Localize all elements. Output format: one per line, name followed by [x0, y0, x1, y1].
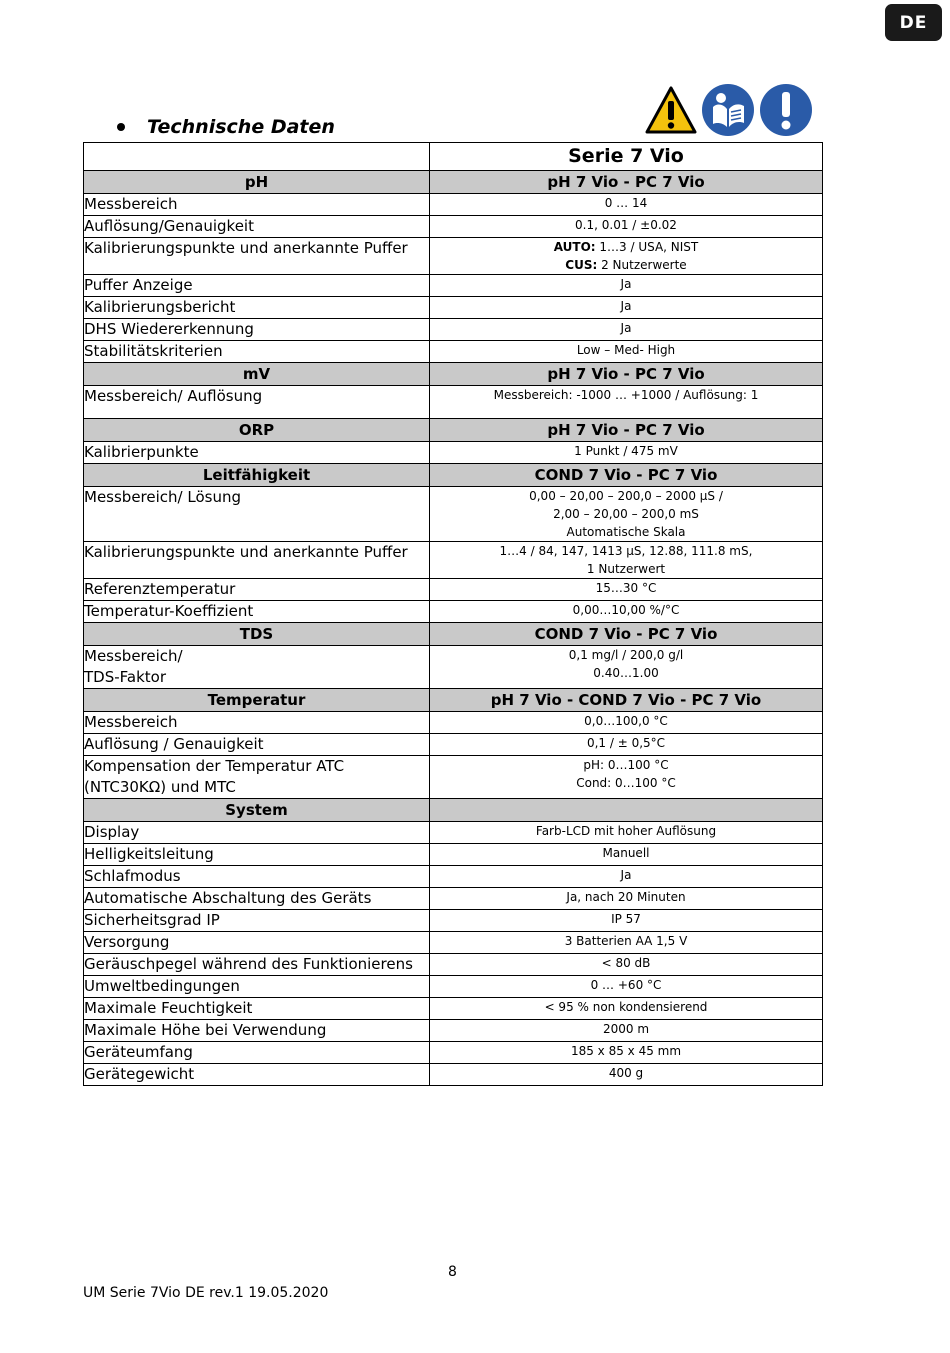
- spec-value-key: AUTO:: [553, 240, 596, 254]
- spec-value-cell: [430, 297, 823, 319]
- spec-label: Umweltbedingungen: [84, 977, 240, 995]
- section-models-cell: COND 7 Vio - PC 7 Vio: [430, 623, 823, 646]
- spec-value-cell: [430, 275, 823, 297]
- spec-label: Versorgung: [84, 933, 170, 951]
- spec-value: pH: 0…100 °C: [583, 758, 669, 772]
- spec-value-cell: [430, 1020, 823, 1042]
- table-row: [84, 297, 823, 319]
- spec-label: Auflösung/Genauigkeit: [84, 217, 254, 235]
- spec-value-cell: [430, 910, 823, 932]
- spec-value-key: CUS:: [565, 258, 598, 272]
- table-row: [84, 579, 823, 601]
- spec-value-cell: [430, 844, 823, 866]
- spec-value: Ja, nach 20 Minuten: [566, 890, 686, 904]
- table-row: [84, 194, 823, 216]
- spec-value: Ja: [620, 299, 632, 313]
- section-header-row: [84, 419, 823, 442]
- section-header-row: [84, 171, 823, 194]
- table-row: [84, 932, 823, 954]
- spec-value-cell: [430, 888, 823, 910]
- spec-label-cell: [84, 487, 430, 542]
- spec-value: 0,0…100,0 °C: [584, 714, 668, 728]
- spec-label: (NTC30KΩ) und MTC: [84, 778, 236, 796]
- spec-label-cell: [84, 297, 430, 319]
- table-row: [84, 910, 823, 932]
- table-row: [84, 1020, 823, 1042]
- spec-label: Messbereich/ Auflösung: [84, 387, 263, 405]
- table-row: [84, 386, 823, 419]
- section-models-cell: COND 7 Vio - PC 7 Vio: [430, 464, 823, 487]
- spec-label: Kalibrierpunkte: [84, 443, 199, 461]
- table-row: [84, 998, 823, 1020]
- spec-label: Maximale Höhe bei Verwendung: [84, 1021, 327, 1039]
- spec-value-cell: [430, 487, 823, 542]
- spec-value-cell: [430, 341, 823, 363]
- spec-value: 0,00 – 20,00 – 200,0 – 2000 µS /: [529, 489, 723, 503]
- spec-label: Kalibrierungspunkte und anerkannte Puffer: [84, 239, 408, 257]
- spec-label: Geräteumfang: [84, 1043, 193, 1061]
- spec-label: Gerätegewicht: [84, 1065, 195, 1083]
- table-row: [84, 542, 823, 579]
- spec-label-cell: [84, 341, 430, 363]
- section-title-cell: pH: [84, 171, 430, 194]
- spec-label-cell: [84, 442, 430, 464]
- spec-value: 0 … 14: [604, 196, 648, 210]
- read-manual-icon: [701, 83, 755, 137]
- section-title-cell: ORP: [84, 419, 430, 442]
- section-heading: [117, 116, 335, 138]
- spec-label-cell: [84, 1042, 430, 1064]
- spec-value: Ja: [620, 321, 632, 335]
- spec-label: Temperatur-Koeffizient: [84, 602, 254, 620]
- spec-value: 0,1 mg/l / 200,0 g/l: [568, 648, 684, 662]
- section-header-row: [84, 689, 823, 712]
- spec-label: Geräuschpegel während des Funktionierens: [84, 955, 413, 973]
- table-row: [84, 487, 823, 542]
- spec-label: Display: [84, 823, 140, 841]
- spec-value-cell: [430, 932, 823, 954]
- table-row: [84, 822, 823, 844]
- spec-value: Manuell: [602, 846, 650, 860]
- table-row: [84, 1064, 823, 1086]
- spec-value-cell: [430, 542, 823, 579]
- spec-value-cell: [430, 646, 823, 689]
- spec-label: Kompensation der Temperatur ATC: [84, 757, 345, 775]
- spec-label: Maximale Feuchtigkeit: [84, 999, 253, 1017]
- section-title-cell: mV: [84, 363, 430, 386]
- spec-value: [430, 256, 822, 274]
- spec-label-cell: [84, 998, 430, 1020]
- spec-label: Messbereich: [84, 713, 178, 731]
- spec-label-cell: [84, 910, 430, 932]
- section-title: Technische Daten: [147, 116, 335, 138]
- spec-value: < 95 % non kondensierend: [544, 1000, 708, 1014]
- spec-value: 2,00 – 20,00 – 200,0 mS: [553, 507, 699, 521]
- mandatory-action-icon: [759, 83, 813, 137]
- spec-value: Ja: [620, 868, 632, 882]
- spec-label: Helligkeitsleitung: [84, 845, 214, 863]
- table-row: [84, 341, 823, 363]
- spec-label-cell: [84, 932, 430, 954]
- section-header-row: [84, 623, 823, 646]
- bullet-icon: [117, 123, 125, 131]
- spec-value: 1…4 / 84, 147, 1413 µS, 12.88, 111.8 mS,: [499, 544, 753, 558]
- section-models-cell: pH 7 Vio - COND 7 Vio - PC 7 Vio: [430, 689, 823, 712]
- table-row: [84, 866, 823, 888]
- section-models-cell: pH 7 Vio - PC 7 Vio: [430, 363, 823, 386]
- table-row: [84, 238, 823, 275]
- spec-value: Messbereich: -1000 … +1000 / Auflösung: 1: [493, 388, 759, 402]
- spec-value-cell: [430, 579, 823, 601]
- series-title: Serie 7 Vio: [430, 143, 823, 171]
- spec-value-cell: [430, 319, 823, 341]
- spec-value-cell: [430, 386, 823, 419]
- section-header-row: [84, 799, 823, 822]
- spec-value: Cond: 0…100 °C: [576, 776, 676, 790]
- warning-icon: [645, 85, 697, 135]
- section-title-cell: Leitfähigkeit: [84, 464, 430, 487]
- spec-value-cell: [430, 866, 823, 888]
- spec-label-cell: [84, 579, 430, 601]
- spec-value-cell: [430, 976, 823, 998]
- table-row: [84, 888, 823, 910]
- spec-value-cell: [430, 998, 823, 1020]
- spec-label: Messbereich: [84, 195, 178, 213]
- spec-value: 185 x 85 x 45 mm: [570, 1044, 682, 1058]
- spec-label-cell: [84, 542, 430, 579]
- spec-label-cell: [84, 822, 430, 844]
- table-row: [84, 646, 823, 689]
- spec-label-cell: [84, 386, 430, 419]
- table-row: [84, 216, 823, 238]
- table-row: [84, 601, 823, 623]
- spec-label: TDS-Faktor: [84, 668, 167, 686]
- spec-label-cell: [84, 844, 430, 866]
- spec-value: Automatische Skala: [566, 525, 686, 539]
- technical-data-table: [83, 142, 823, 1086]
- table-row: [84, 734, 823, 756]
- section-title-cell: TDS: [84, 623, 430, 646]
- spec-label: Auflösung / Genauigkeit: [84, 735, 264, 753]
- spec-value: Low – Med- High: [576, 343, 676, 357]
- spec-label-cell: [84, 1064, 430, 1086]
- table-row: [84, 756, 823, 799]
- page-number: 8: [448, 1264, 457, 1280]
- spec-value: 2000 m: [602, 1022, 650, 1036]
- spec-value: 0.1, 0.01 / ±0.02: [575, 218, 677, 232]
- section-header-row: [84, 464, 823, 487]
- spec-label-cell: [84, 601, 430, 623]
- spec-value-text: 1…3 / USA, NIST: [595, 240, 699, 254]
- spec-value: Ja: [620, 277, 632, 291]
- spec-label-cell: [84, 734, 430, 756]
- spec-value-cell: [430, 954, 823, 976]
- spec-value-cell: [430, 756, 823, 799]
- spec-value-cell: [430, 1042, 823, 1064]
- footer-text: UM Serie 7Vio DE rev.1 19.05.2020: [83, 1285, 329, 1301]
- table-row: [84, 442, 823, 464]
- spec-value: Farb-LCD mit hoher Auflösung: [535, 824, 717, 838]
- table-row: [84, 844, 823, 866]
- section-models-cell: pH 7 Vio - PC 7 Vio: [430, 419, 823, 442]
- spec-label: DHS Wiedererkennung: [84, 320, 254, 338]
- spec-label-cell: [84, 866, 430, 888]
- spec-label: Stabilitätskriterien: [84, 342, 223, 360]
- spec-value-cell: [430, 822, 823, 844]
- spec-label-cell: [84, 238, 430, 275]
- spec-label: Automatische Abschaltung des Geräts: [84, 889, 372, 907]
- spec-label: Schlafmodus: [84, 867, 181, 885]
- table-row: [84, 954, 823, 976]
- language-badge: DE: [885, 4, 942, 41]
- section-title-cell: Temperatur: [84, 689, 430, 712]
- spec-label-cell: [84, 194, 430, 216]
- section-models-cell: [430, 799, 823, 822]
- spec-value: 0.40…1.00: [593, 666, 659, 680]
- header-empty-cell: [84, 143, 430, 171]
- spec-label: Referenztemperatur: [84, 580, 236, 598]
- spec-value-cell: [430, 734, 823, 756]
- spec-label-cell: [84, 319, 430, 341]
- spec-value-cell: [430, 601, 823, 623]
- spec-value: 3 Batterien AA 1,5 V: [564, 934, 688, 948]
- spec-label-cell: [84, 954, 430, 976]
- spec-value: 0,00…10,00 %/°C: [572, 603, 680, 617]
- spec-value-cell: [430, 216, 823, 238]
- spec-label: Sicherheitsgrad IP: [84, 911, 220, 929]
- spec-label-cell: [84, 646, 430, 689]
- spec-value-text: 2 Nutzerwerte: [597, 258, 687, 272]
- spec-value-cell: [430, 442, 823, 464]
- table-header-row: [84, 143, 823, 171]
- spec-label-cell: [84, 888, 430, 910]
- spec-label-cell: [84, 275, 430, 297]
- spec-value: 400 g: [608, 1066, 644, 1080]
- spec-value: 1 Nutzerwert: [586, 562, 666, 576]
- spec-label: Kalibrierungspunkte und anerkannte Puffer: [84, 543, 408, 561]
- table-row: [84, 976, 823, 998]
- spec-value: 1 Punkt / 475 mV: [574, 444, 678, 458]
- table-row: [84, 319, 823, 341]
- spec-value-cell: [430, 194, 823, 216]
- section-title-cell: System: [84, 799, 430, 822]
- spec-value: [430, 238, 822, 256]
- spec-label-cell: [84, 1020, 430, 1042]
- spec-label-cell: [84, 756, 430, 799]
- spec-value-cell: [430, 1064, 823, 1086]
- table-row: [84, 712, 823, 734]
- spec-value: 0,1 / ± 0,5°C: [586, 736, 666, 750]
- spec-value-cell: [430, 238, 823, 275]
- section-header-row: [84, 363, 823, 386]
- spec-value: IP 57: [611, 912, 641, 926]
- spec-label-cell: [84, 712, 430, 734]
- spec-label: Messbereich/: [84, 647, 183, 665]
- safety-icons: [645, 82, 813, 138]
- table-row: [84, 1042, 823, 1064]
- spec-label-cell: [84, 976, 430, 998]
- spec-label: Messbereich/ Lösung: [84, 488, 241, 506]
- spec-label-cell: [84, 216, 430, 238]
- section-models-cell: pH 7 Vio - PC 7 Vio: [430, 171, 823, 194]
- spec-value: < 80 dB: [601, 956, 651, 970]
- spec-label: Kalibrierungsbericht: [84, 298, 236, 316]
- spec-value: 0 … +60 °C: [590, 978, 662, 992]
- table-row: [84, 275, 823, 297]
- spec-value-cell: [430, 712, 823, 734]
- spec-label: Puffer Anzeige: [84, 276, 193, 294]
- spec-value: 15…30 °C: [595, 581, 657, 595]
